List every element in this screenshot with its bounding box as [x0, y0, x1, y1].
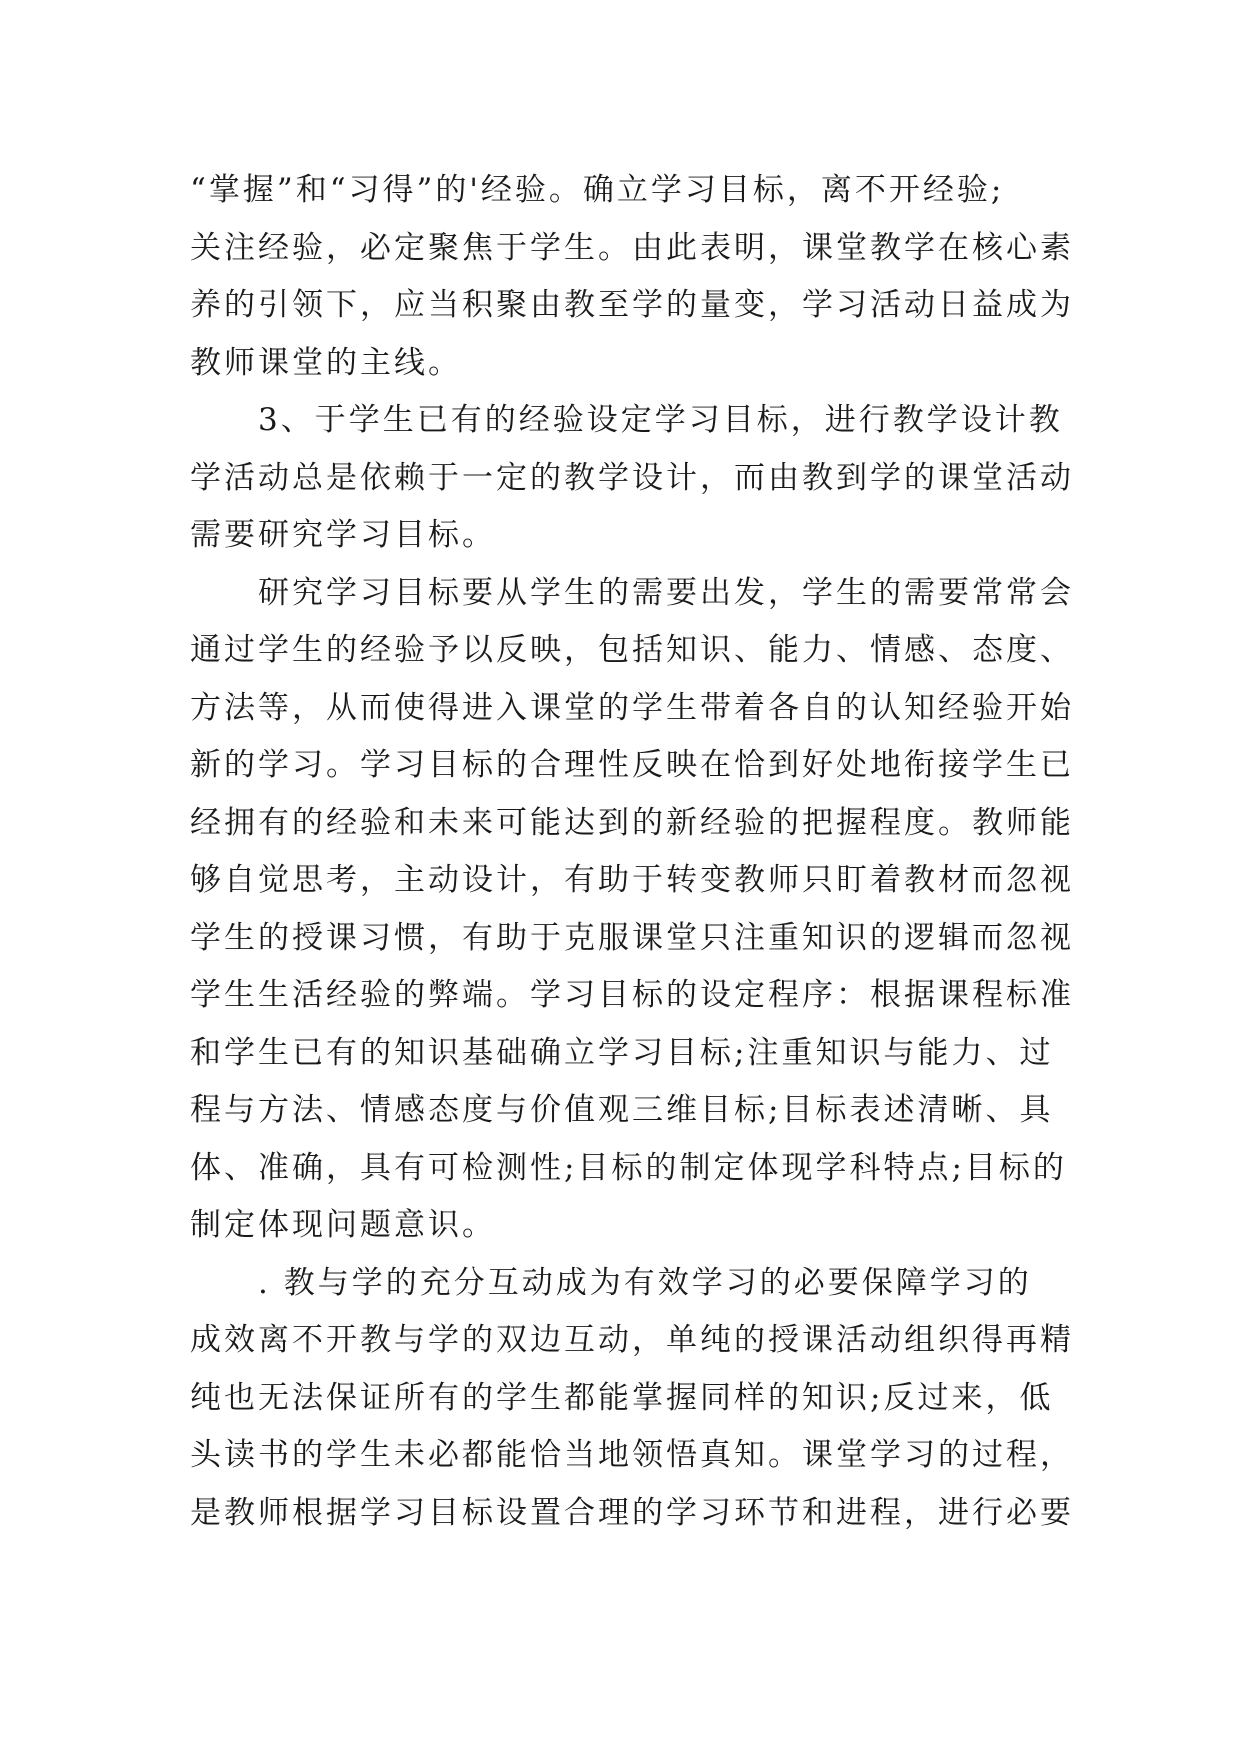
text-line: 学生生活经验的弊端。学习目标的设定程序：根据课程标准	[190, 977, 1074, 1013]
text-line: 通过学生的经验予以反映，包括知识、能力、情感、态度、	[190, 632, 1074, 668]
text-line: 3、于学生已有的经验设定学习目标，进行教学设计教	[190, 402, 1063, 438]
text-line: 体、准确，具有可检测性;目标的制定体现学科特点;目标的	[190, 1149, 1067, 1186]
text-line: 研究学习目标要从学生的需要出发，学生的需要常常会	[190, 574, 1074, 611]
text-line: 教师课堂的主线。	[190, 344, 462, 381]
text-line: 经拥有的经验和未来可能达到的新经验的把握程度。教师能	[190, 804, 1074, 841]
text-line: 学活动总是依赖于一定的教学设计，而由教到学的课堂活动	[190, 459, 1074, 496]
text-line: 新的学习。学习目标的合理性反映在恰到好处地衔接学生已	[190, 747, 1074, 783]
text-line: 需要研究学习目标。	[190, 517, 496, 553]
text-line: 制定体现问题意识。	[190, 1207, 496, 1243]
text-line: 养的引领下，应当积聚由教至学的量变，学习活动日益成为	[190, 287, 1074, 323]
text-line: 学生的授课习惯，有助于克服课堂只注重知识的逻辑而忽视	[190, 919, 1074, 956]
text-line: “掌握”和“习得”的'经验。确立学习目标，离不开经验;	[190, 172, 1005, 208]
body-text	[190, 162, 1074, 1542]
text-line: 关注经验，必定聚焦于学生。由此表明，课堂教学在核心素	[190, 229, 1074, 266]
text-line: 成效离不开教与学的双边互动，单纯的授课活动组织得再精	[190, 1322, 1074, 1358]
text-line: 头读书的学生未必都能恰当地领悟真知。课堂学习的过程，	[190, 1437, 1074, 1473]
text-line: 程与方法、情感态度与价值观三维目标;目标表述清晰、具	[190, 1092, 1054, 1128]
text-line: 和学生已有的知识基础确立学习目标;注重知识与能力、过	[190, 1034, 1054, 1071]
text-line: . 教与学的充分互动成为有效学习的必要保障学习的	[190, 1264, 1032, 1301]
text-line: 纯也无法保证所有的学生都能掌握同样的知识;反过来，低	[190, 1379, 1054, 1416]
text-line: 是教师根据学习目标设置合理的学习环节和进程，进行必要	[190, 1494, 1074, 1531]
text-line: 够自觉思考，主动设计，有助于转变教师只盯着教材而忽视	[190, 862, 1074, 898]
text-line: 方法等，从而使得进入课堂的学生带着各自的认知经验开始	[190, 689, 1074, 726]
